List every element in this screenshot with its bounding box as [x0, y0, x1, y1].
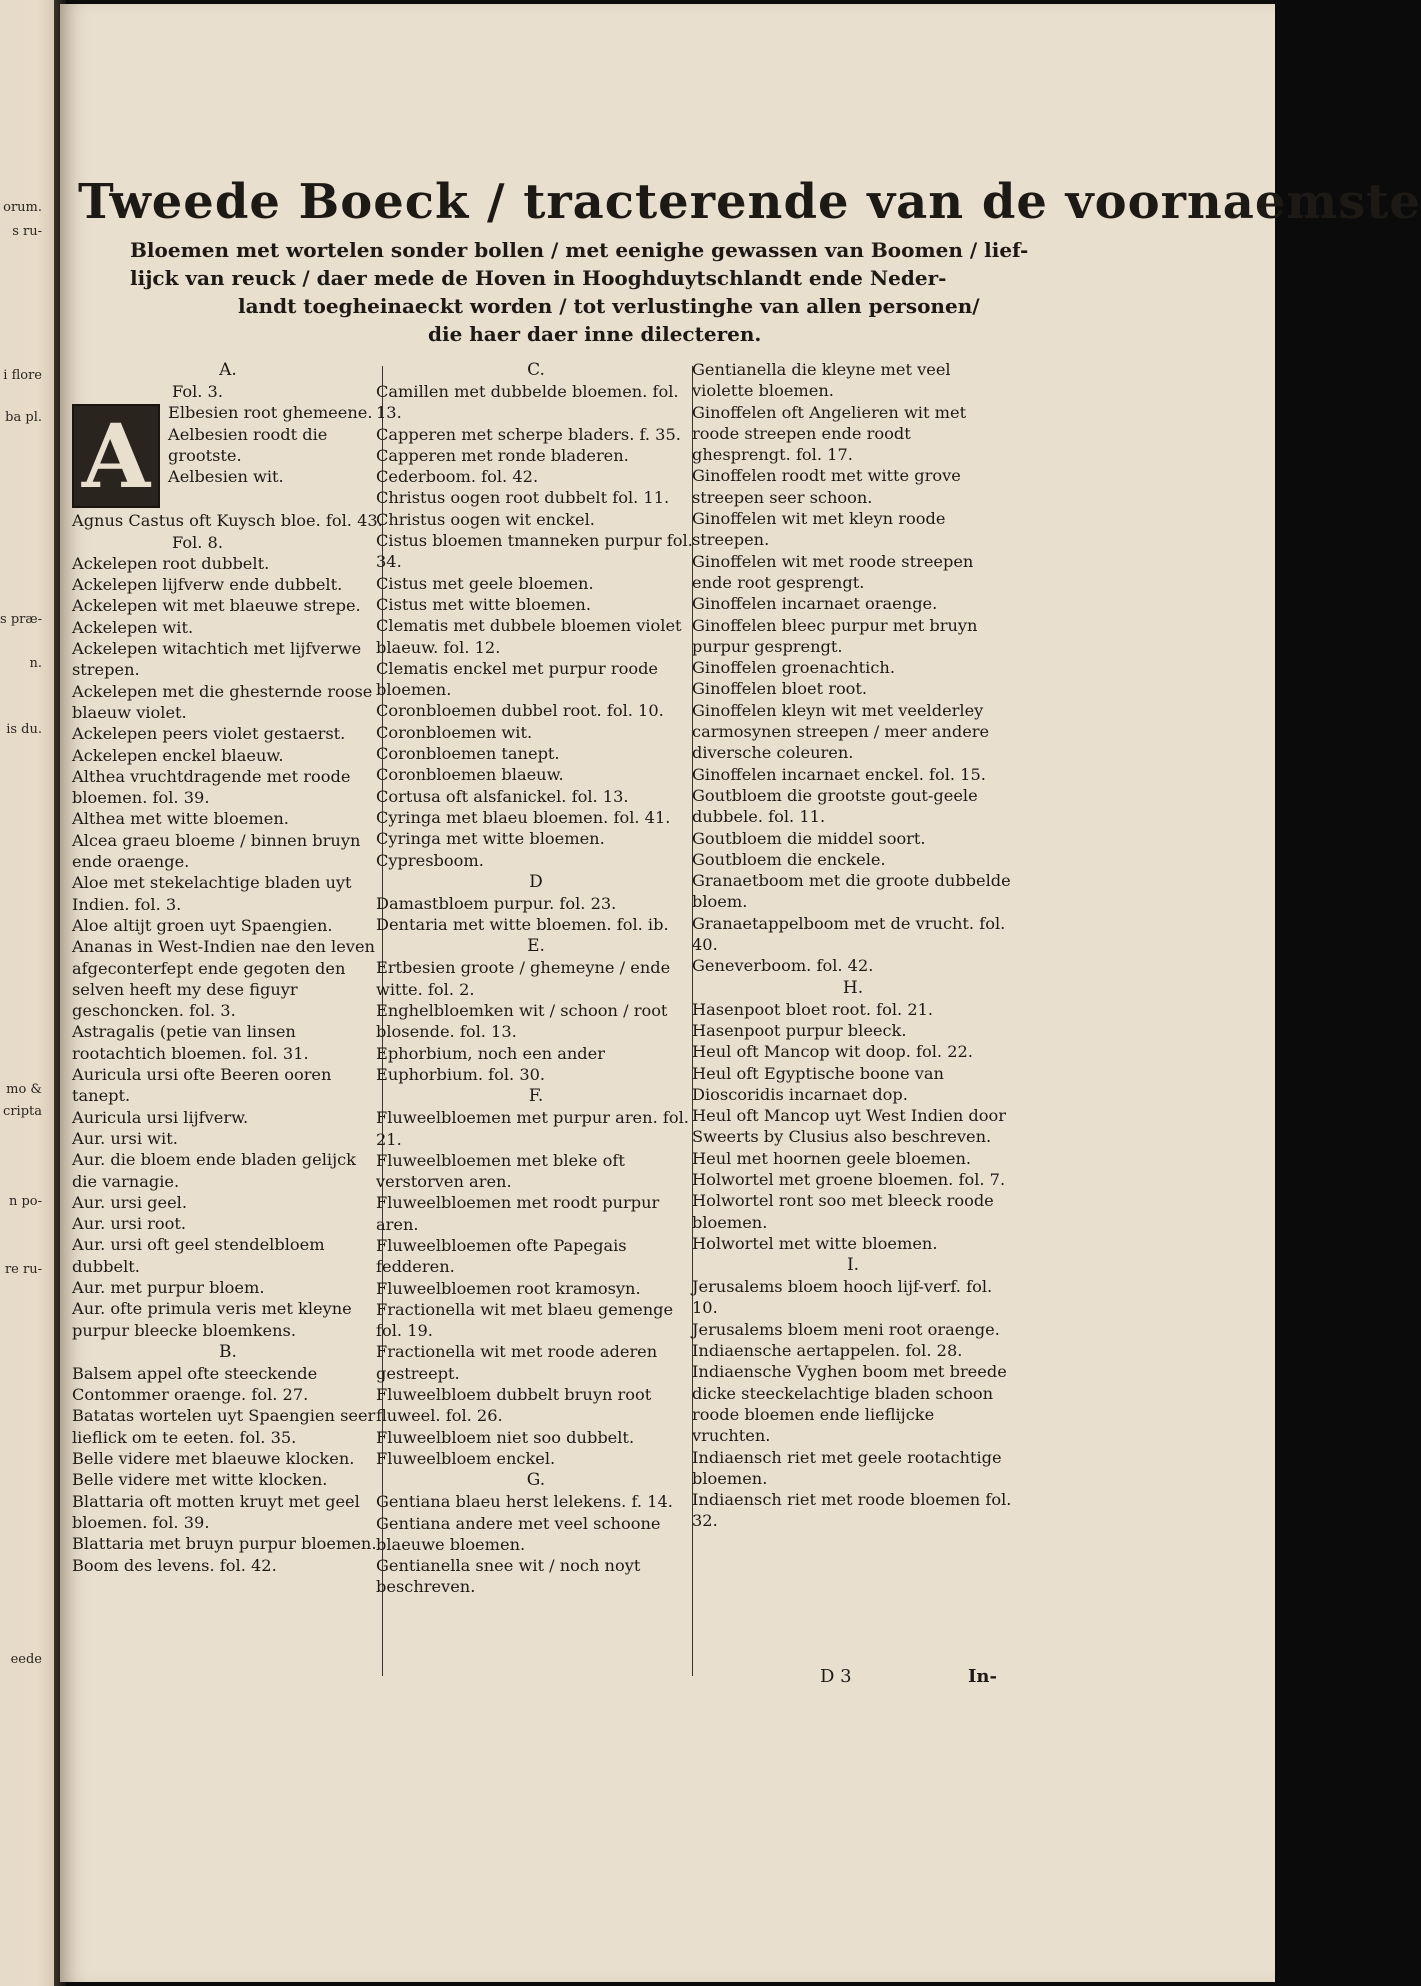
index-entry: Ackelepen wit met blaeuwe strepe.: [72, 596, 361, 616]
index-entry: Fluweelbloemen met roodt purpur aren.: [376, 1193, 660, 1234]
index-entry: Aur. ursi wit.: [72, 1128, 178, 1148]
index-entry: Batatas wortelen uyt Spaengien seer lieflick om te eeten. fol. 35.: [72, 1406, 376, 1447]
index-entry: Heul oft Egyptische boone van Dioscoridis incarnaet dop.: [692, 1063, 944, 1104]
title-line-1: Bloemen met wortelen sonder bollen / met eenighe gewassen van Boomen / lief-: [130, 238, 1029, 262]
section-letter: C.: [527, 360, 545, 380]
index-entry: Aur. met purpur bloem.: [72, 1277, 265, 1297]
index-entry: Damastbloem purpur. fol. 23.: [376, 893, 617, 913]
index-entry: Ginoffelen incarnaet oraenge.: [692, 594, 938, 614]
index-entry: Balsem appel ofte steeckende Contommer oraenge. fol. 27.: [72, 1363, 318, 1405]
title-line-4: die haer daer inne dilecteren.: [428, 322, 762, 346]
index-entry: Granaetappelboom met de vrucht. fol. 40.: [692, 913, 1006, 955]
index-entry: Christus oogen wit enckel.: [376, 509, 595, 529]
index-entry: Ginoffelen groenachtich.: [692, 658, 895, 678]
index-entry: Ackelepen witachtich met lijfverwe strepen.: [72, 639, 362, 680]
index-entry: Fluweelbloem enckel.: [376, 1448, 556, 1468]
section-letter: A.: [219, 360, 237, 380]
index-entry: Ackelepen root dubbelt.: [72, 553, 270, 573]
index-entry: Aur. ofte primula veris met kleyne purpur bleecke bloemkens.: [72, 1299, 352, 1340]
index-entry: Fractionella wit met blaeu gemenge fol. 19.: [376, 1299, 674, 1341]
index-entry: Althea met witte bloemen.: [72, 809, 289, 829]
index-entry: Aur. ursi oft geel stendelbloem dubbelt.: [72, 1235, 325, 1276]
index-entry: Fluweelbloemen met bleke oft verstorven aren.: [376, 1150, 625, 1192]
section-letter: H.: [842, 977, 864, 998]
index-entry: Granaetboom met die groote dubbelde bloem.: [692, 871, 1011, 912]
index-entry: Aur. die bloem ende bladen gelijck die varnagie.: [72, 1150, 356, 1191]
index-entry: Cyringa met witte bloemen.: [376, 829, 605, 849]
index-entry: Aelbesien wit.: [168, 467, 284, 487]
index-entry: Geneverboom. fol. 42.: [692, 956, 874, 976]
index-entry: Capperen met ronde bladeren.: [376, 445, 629, 465]
index-entry: Ackelepen lijfverw ende dubbelt.: [72, 575, 343, 595]
index-entry: Aelbesien roodt die grootste.: [168, 424, 328, 465]
index-entry: Cistus met witte bloemen.: [376, 594, 591, 614]
index-entry: Jerusalems bloem meni root oraenge.: [692, 1319, 1000, 1339]
index-entry: Coronbloemen wit.: [376, 722, 533, 742]
index-entry: Althea vruchtdragende met roode bloemen. fol. 39.: [72, 766, 351, 808]
catchword: In-: [968, 1666, 997, 1687]
index-entry: Indiaensche aertappelen. fol. 28.: [692, 1341, 963, 1361]
index-entry: Fluweelbloemen met purpur aren. fol. 21.: [376, 1108, 689, 1149]
index-entry: Holwortel met witte bloemen.: [692, 1233, 938, 1253]
index-entry: Cistus bloemen tmanneken purpur fol. 34.: [376, 531, 693, 572]
index-entry: Elbesien root ghemeene.: [168, 403, 373, 423]
index-entry: Ginoffelen bloet root.: [692, 679, 868, 699]
left-fragment: is du.: [6, 722, 42, 737]
left-fragment: n po-: [8, 1194, 42, 1209]
index-column-a: [72, 359, 384, 1576]
index-entry: Belle videre met witte klocken.: [72, 1470, 328, 1490]
index-entry: Fluweelbloemen root kramosyn.: [376, 1278, 641, 1298]
index-entry: Dentaria met witte bloemen. fol. ib.: [376, 915, 669, 935]
adjacent-page-edge: [0, 0, 54, 1986]
index-entry: Coronbloemen dubbel root. fol. 10.: [376, 701, 664, 721]
index-entry: Fluweelbloemen ofte Papegais fedderen.: [376, 1235, 627, 1277]
index-entry: Jerusalems bloem hooch lijf-verf. fol. 10.: [692, 1277, 993, 1318]
left-fragment: orum.: [3, 200, 42, 215]
index-entry: Ginoffelen kleyn wit met veelderley carmosynen streepen / meer andere diversche coleuren.: [692, 700, 990, 763]
index-entry: Ackelepen wit.: [72, 617, 194, 637]
section-letter: D: [529, 871, 543, 892]
index-entry: Gentiana andere met veel schoone blaeuwe bloemen.: [376, 1513, 661, 1554]
index-entry: Indiaensch riet met geele rootachtige bloemen.: [692, 1447, 1002, 1488]
index-entry: Goutbloem die enckele.: [692, 849, 886, 869]
section-letter: E.: [527, 936, 545, 957]
left-fragment: mo &: [6, 1082, 42, 1097]
index-entry: Coronbloemen blaeuw.: [376, 765, 564, 785]
index-entry: Ackelepen met die ghesternde roose blaeuw violet.: [72, 681, 373, 722]
title-line-3: landt toegheinaeckt worden / tot verlustinghe van allen personen/: [238, 294, 980, 318]
index-entry: Hasenpoot bloet root. fol. 21.: [692, 999, 934, 1019]
index-entry: Aloe met stekelachtige bladen uyt Indien. fol. 3.: [72, 873, 352, 914]
index-entry: Goutbloem die grootste gout-geele dubbele. fol. 11.: [692, 785, 978, 827]
index-entry: Cistus met geele bloemen.: [376, 573, 594, 593]
index-entry: Alcea graeu bloeme / binnen bruyn ende oraenge.: [72, 830, 361, 872]
index-entry: Aloe altijt groen uyt Spaengien.: [72, 915, 333, 935]
index-entry: Coronbloemen tanept.: [376, 744, 560, 764]
index-entry: Holwortel met groene bloemen. fol. 7.: [692, 1169, 1006, 1189]
decorated-initial: A: [72, 404, 160, 508]
index-entry: Holwortel ront soo met bleeck roode bloemen.: [692, 1191, 994, 1232]
index-entry: Cyringa met blaeu bloemen. fol. 41.: [376, 807, 671, 827]
index-entry: Ginoffelen wit met roode streepen ende root gesprengt.: [692, 551, 974, 592]
index-entry: Agnus Castus oft Kuysch bloe. fol. 43.: [72, 511, 383, 531]
index-entry: Clematis enckel met purpur roode bloemen.: [376, 658, 659, 700]
index-column-c: [376, 359, 696, 1598]
index-entry: Goutbloem die middel soort.: [692, 828, 926, 848]
index-entry: Auricula ursi ofte Beeren ooren tanept.: [72, 1065, 332, 1106]
left-fragment: ba pl.: [5, 410, 42, 425]
index-entry: Ginoffelen incarnaet enckel. fol. 15.: [692, 764, 986, 784]
title-line-2: lijck van reuck / daer mede de Hoven in Hooghduytschlandt ende Neder-: [130, 266, 947, 290]
index-entry: Gentianella die kleyne met veel violette bloemen.: [692, 360, 951, 401]
index-entry: Astragalis (petie van linsen rootachtich bloemen. fol. 31.: [72, 1022, 309, 1063]
index-entry: Boom des levens. fol. 42.: [72, 1555, 277, 1575]
left-fragment: s præ-: [0, 612, 42, 627]
signature-mark: D 3: [820, 1666, 852, 1687]
index-entry: Hasenpoot purpur bleeck.: [692, 1020, 907, 1040]
index-entry: Heul met hoornen geele bloemen.: [692, 1148, 972, 1168]
index-entry: Ackelepen enckel blaeuw.: [72, 745, 284, 765]
index-entry: Ananas in West-Indien nae den leven afgeconterfept ende gegoten den selven heeft my dese figuyr geschoncken. fol. 3.: [72, 937, 375, 1021]
index-entry: Capperen met scherpe bladers. f. 35.: [376, 424, 681, 444]
index-entry: Fractionella wit met roode aderen gestreept.: [376, 1342, 658, 1383]
index-entry: Ginoffelen wit met kleyn roode streepen.: [692, 509, 946, 550]
index-entry: Christus oogen root dubbelt fol. 11.: [376, 488, 670, 508]
section-letter: F.: [528, 1086, 544, 1107]
left-fragment: eede: [10, 1652, 42, 1667]
index-entry: Ephorbium, noch een ander Euphorbium. fol. 30.: [376, 1043, 605, 1084]
index-entry: Cortusa oft alsfanickel. fol. 13.: [376, 786, 629, 806]
index-entry: Indiaensch riet met roode bloemen fol. 32.: [692, 1490, 1012, 1531]
index-entry: Ginoffelen bleec purpur met bruyn purpur gesprengt.: [692, 615, 978, 656]
index-column-g: [692, 359, 1014, 1532]
left-fragment: re ru-: [4, 1262, 42, 1277]
index-entry: Heul oft Mancop wit doop. fol. 22.: [692, 1042, 973, 1062]
index-entry: Aur. ursi root.: [72, 1214, 187, 1234]
index-entry: Fluweelbloem niet soo dubbelt.: [376, 1427, 635, 1447]
index-entry: Clematis met dubbele bloemen violet blaeuw. fol. 12.: [376, 616, 682, 657]
left-fragment: n.: [29, 656, 42, 671]
index-entry: Indiaensche Vyghen boom met breede dicke steeckelachtige bladen schoon roode bloemen ende lieflijcke vruchten.: [692, 1362, 1007, 1446]
index-entry: Belle videre met blaeuwe klocken.: [72, 1449, 355, 1469]
index-entry: Aur. ursi geel.: [72, 1192, 188, 1212]
index-entry: Fluweelbloem dubbelt bruyn root fluweel. fol. 26.: [376, 1385, 652, 1426]
index-entry: Gentianella snee wit / noch noyt beschreven.: [376, 1556, 641, 1597]
left-fragment: i flore: [3, 368, 42, 383]
section-letter: B.: [219, 1341, 237, 1362]
left-fragment: cripta: [3, 1104, 42, 1119]
index-entry: Ackelepen peers violet gestaerst.: [72, 724, 346, 744]
folio-note: Fol. 8.: [172, 532, 224, 552]
page-title: Tweede Boeck / tracterende van de voornaemste: [78, 174, 1421, 230]
section-letter: G.: [526, 1470, 546, 1491]
index-entry: Cederboom. fol. 42.: [376, 467, 539, 487]
index-entry: Blattaria met bruyn purpur bloemen.: [72, 1534, 377, 1554]
index-entry: Gentiana blaeu herst lelekens. f. 14.: [376, 1492, 673, 1512]
index-entry: Enghelbloemken wit / schoon / root blosende. fol. 13.: [376, 1001, 668, 1042]
index-entry: Ginoffelen roodt met witte grove streepen seer schoon.: [692, 466, 961, 507]
index-entry: Blattaria oft motten kruyt met geel bloemen. fol. 39.: [72, 1491, 360, 1532]
index-entry: Auricula ursi lijfverw.: [72, 1107, 249, 1127]
index-entry: Heul oft Mancop uyt West Indien door Sweerts by Clusius also beschreven.: [692, 1106, 1006, 1147]
index-entry: Cypresboom.: [376, 850, 484, 870]
folio-note: Fol. 3.: [172, 382, 224, 401]
left-fragment: s ru-: [12, 224, 42, 239]
page: [60, 4, 1421, 1982]
index-entry: Ertbesien groote / ghemeyne / ende witte. fol. 2.: [376, 958, 671, 999]
index-entry: Camillen met dubbelde bloemen. fol. 13.: [376, 382, 679, 423]
section-letter: I.: [846, 1255, 860, 1276]
index-entry: Ginoffelen oft Angelieren wit met roode streepen ende roodt ghesprengt. fol. 17.: [692, 402, 967, 465]
